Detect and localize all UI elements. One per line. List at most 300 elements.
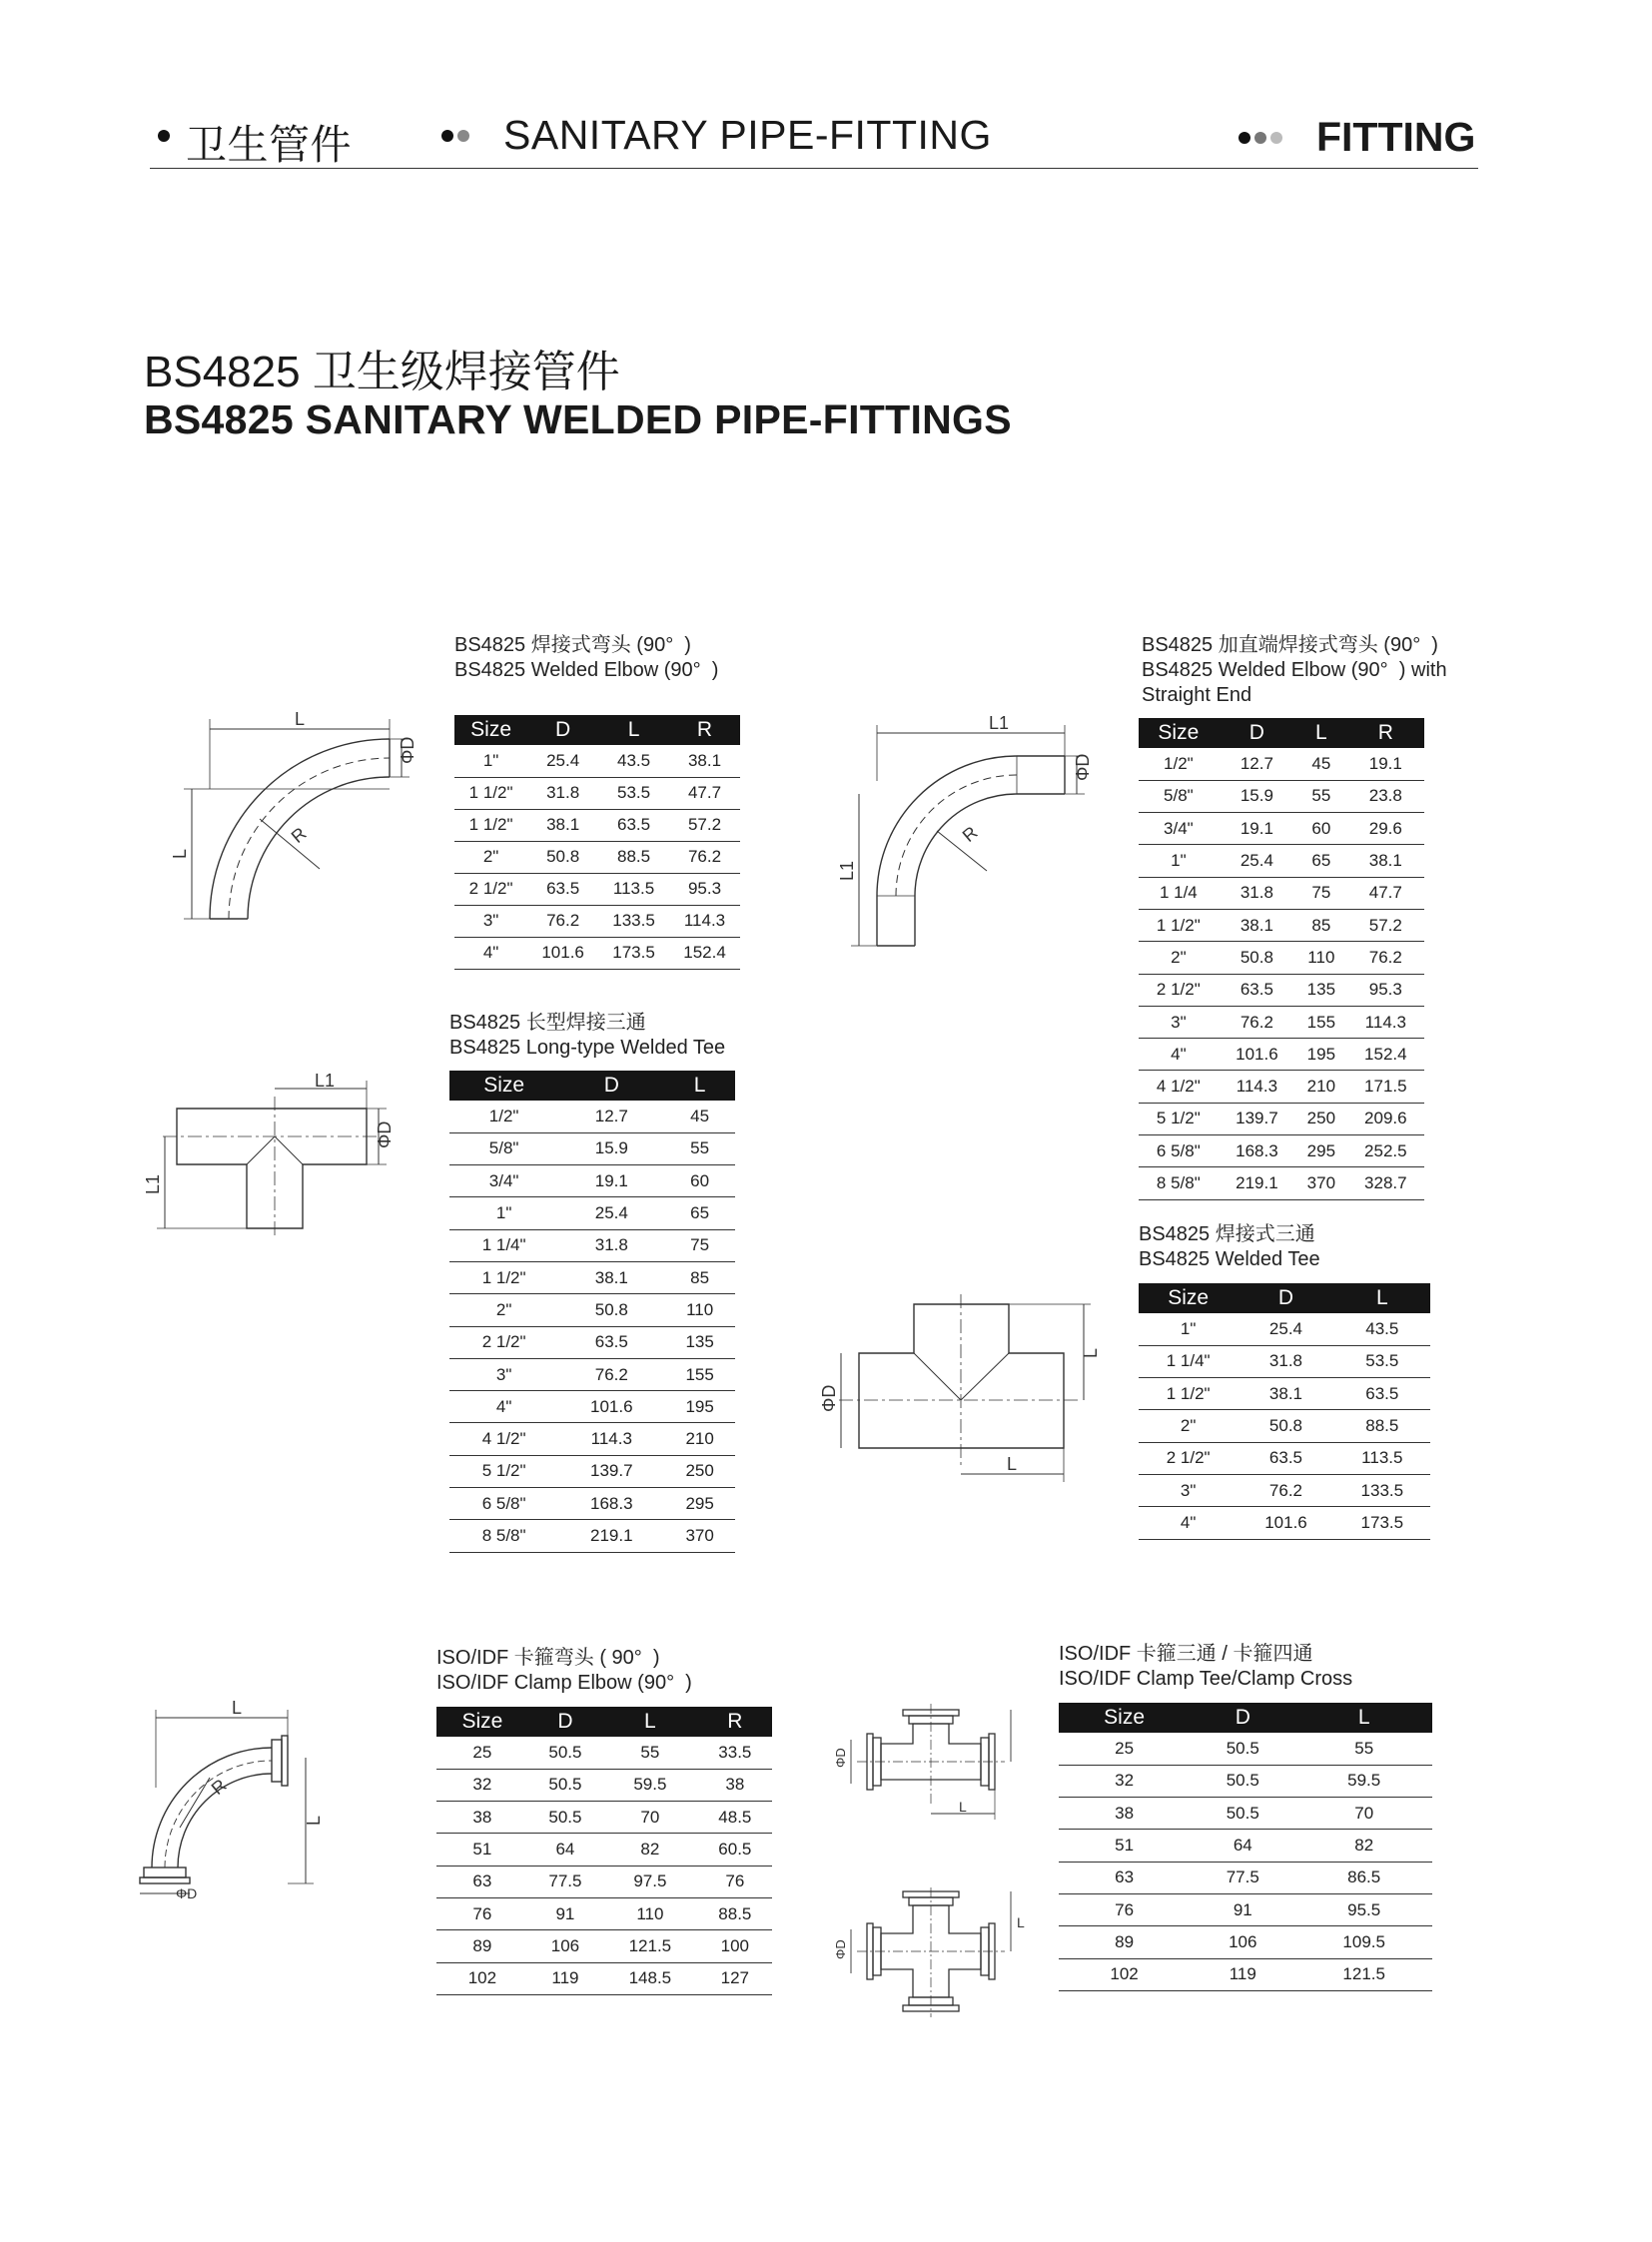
- table-cell: 19.1: [1347, 748, 1424, 780]
- welded-tee-dim-label: L: [1081, 1347, 1101, 1358]
- table-cell: 76: [436, 1897, 528, 1929]
- table-row: [1139, 1313, 1430, 1345]
- table-header-row: [449, 1071, 735, 1101]
- column-header: R: [1347, 718, 1424, 748]
- table-cell: 50.5: [1190, 1798, 1295, 1830]
- column-header: L: [598, 715, 669, 745]
- elbow-straight-caption-cn: BS4825 加直端焊接式弯头 (90° ): [1142, 634, 1438, 656]
- table-row: [436, 1866, 772, 1897]
- table-cell: 133.5: [1334, 1474, 1430, 1506]
- table-cell: 63.5: [558, 1326, 664, 1358]
- table-cell: 25.4: [1238, 1313, 1333, 1345]
- table-cell: 85: [1295, 909, 1347, 941]
- table-cell: 57.2: [1347, 909, 1424, 941]
- header-divider: [150, 168, 1478, 169]
- elbow-straight-caption: [1142, 633, 1447, 708]
- table-cell: 101.6: [558, 1391, 664, 1423]
- table-row: [436, 1897, 772, 1929]
- table-cell: 4 1/2": [1139, 1071, 1219, 1103]
- table-cell: 63: [1059, 1862, 1190, 1893]
- table-cell: 15.9: [1219, 780, 1295, 812]
- table-cell: 2 1/2": [1139, 1442, 1238, 1474]
- table-row: [1059, 1798, 1432, 1830]
- column-header: Size: [454, 715, 527, 745]
- table-cell: 63.5: [598, 809, 669, 841]
- table-cell: 38.1: [1347, 845, 1424, 877]
- table-cell: 63.5: [1238, 1442, 1333, 1474]
- table-cell: 65: [1295, 845, 1347, 877]
- table-cell: 32: [1059, 1765, 1190, 1797]
- table-row: [436, 1930, 772, 1962]
- table-cell: 4": [449, 1391, 558, 1423]
- table-row: [449, 1165, 735, 1197]
- table-cell: 101.6: [527, 937, 598, 969]
- table-cell: 59.5: [1295, 1765, 1432, 1797]
- table-row: [1139, 780, 1424, 812]
- table-cell: 89: [1059, 1926, 1190, 1958]
- column-header: L: [664, 1071, 735, 1101]
- table-cell: 50.5: [1190, 1733, 1295, 1765]
- long-tee-table: [449, 1071, 735, 1553]
- table-cell: 55: [664, 1132, 735, 1164]
- table-cell: 1 1/2": [454, 809, 527, 841]
- table-cell: 38.1: [1238, 1378, 1333, 1410]
- table-row: [436, 1802, 772, 1834]
- table-cell: 1": [449, 1197, 558, 1229]
- long-tee-caption: [449, 1011, 725, 1061]
- table-header-row: [1059, 1703, 1432, 1733]
- table-header-row: [1139, 1283, 1430, 1313]
- table-cell: 63.5: [1334, 1378, 1430, 1410]
- welded-tee-caption-en: BS4825 Welded Tee: [1139, 1248, 1320, 1270]
- table-cell: 2 1/2": [1139, 974, 1219, 1006]
- table-cell: 60: [664, 1165, 735, 1197]
- clamp-cross-drawing: [829, 1887, 1029, 2027]
- table-header-row: [1139, 718, 1424, 748]
- table-cell: 50.5: [1190, 1765, 1295, 1797]
- table-cell: 5 1/2": [449, 1455, 558, 1487]
- table-cell: 82: [602, 1834, 698, 1866]
- table-row: [1139, 974, 1424, 1006]
- table-cell: 50.5: [528, 1769, 602, 1801]
- elbow-straight-dim-label: L1: [989, 713, 1010, 733]
- table-cell: 3": [1139, 1474, 1238, 1506]
- table-row: [436, 1962, 772, 1994]
- table-row: [449, 1101, 735, 1132]
- table-cell: 53.5: [1334, 1345, 1430, 1377]
- header-mid-title: SANITARY PIPE-FITTING: [503, 112, 992, 158]
- table-row: [1139, 1006, 1424, 1038]
- table-cell: 38.1: [527, 809, 598, 841]
- table-cell: 89: [436, 1930, 528, 1962]
- table-cell: 168.3: [1219, 1135, 1295, 1167]
- table-row: [1139, 1071, 1424, 1103]
- table-cell: 195: [1295, 1039, 1347, 1071]
- table-cell: 76: [698, 1866, 772, 1897]
- table-row: [1139, 1039, 1424, 1071]
- table-cell: 3/4": [1139, 813, 1219, 845]
- table-row: [1059, 1926, 1432, 1958]
- table-cell: 370: [664, 1520, 735, 1552]
- table-row: [436, 1834, 772, 1866]
- table-cell: 31.8: [527, 777, 598, 809]
- table-row: [454, 777, 740, 809]
- table-cell: 15.9: [558, 1132, 664, 1164]
- table-cell: 55: [1295, 780, 1347, 812]
- table-cell: 65: [664, 1197, 735, 1229]
- table-cell: 127: [698, 1962, 772, 1994]
- table-row: [449, 1391, 735, 1423]
- table-cell: 76.2: [1219, 1006, 1295, 1038]
- table-cell: 25: [1059, 1733, 1190, 1765]
- table-cell: 4": [1139, 1039, 1219, 1071]
- table-cell: 43.5: [598, 745, 669, 777]
- table-cell: 119: [1190, 1958, 1295, 1990]
- table-cell: 75: [1295, 877, 1347, 909]
- elbow-dim-label: ΦD: [398, 736, 417, 764]
- table-cell: 114.3: [669, 905, 740, 937]
- table-cell: 63.5: [527, 873, 598, 905]
- table-row: [449, 1294, 735, 1326]
- elbow-straight-drawing: [837, 713, 1097, 951]
- table-row: [454, 905, 740, 937]
- table-cell: 1": [454, 745, 527, 777]
- table-row: [454, 873, 740, 905]
- table-row: [1139, 1345, 1430, 1377]
- table-row: [436, 1769, 772, 1801]
- table-cell: 295: [1295, 1135, 1347, 1167]
- table-cell: 95.3: [669, 873, 740, 905]
- table-cell: 38: [436, 1802, 528, 1834]
- header-cn-title: 卫生管件: [186, 122, 352, 168]
- table-cell: 12.7: [558, 1101, 664, 1132]
- table-cell: 64: [528, 1834, 602, 1866]
- table-row: [1059, 1862, 1432, 1893]
- table-cell: 55: [1295, 1733, 1432, 1765]
- table-cell: 2": [1139, 1410, 1238, 1442]
- table-cell: 19.1: [1219, 813, 1295, 845]
- table-cell: 8 5/8": [449, 1520, 558, 1552]
- clamp-elbow-caption: [436, 1646, 692, 1696]
- clamp-tee-table: [1059, 1703, 1432, 1991]
- table-cell: 328.7: [1347, 1167, 1424, 1199]
- table-cell: 3": [1139, 1006, 1219, 1038]
- table-row: [1139, 1410, 1430, 1442]
- table-cell: 119: [528, 1962, 602, 1994]
- table-cell: 209.6: [1347, 1103, 1424, 1134]
- column-header: L: [1334, 1283, 1430, 1313]
- table-row: [454, 809, 740, 841]
- table-cell: 51: [436, 1834, 528, 1866]
- table-cell: 8 5/8": [1139, 1167, 1219, 1199]
- table-row: [1059, 1893, 1432, 1925]
- table-row: [454, 841, 740, 873]
- clamp-elbow-caption-en: ISO/IDF Clamp Elbow (90° ): [436, 1672, 692, 1694]
- table-cell: 113.5: [598, 873, 669, 905]
- clamp-cross-dim-label: L: [1017, 1914, 1025, 1930]
- table-cell: 102: [1059, 1958, 1190, 1990]
- table-cell: 106: [1190, 1926, 1295, 1958]
- table-cell: 4": [1139, 1507, 1238, 1539]
- table-row: [449, 1423, 735, 1455]
- elbow-straight-caption-en2: Straight End: [1142, 684, 1252, 706]
- table-cell: 57.2: [669, 809, 740, 841]
- column-header: D: [1238, 1283, 1333, 1313]
- table-cell: 210: [664, 1423, 735, 1455]
- table-cell: 31.8: [1238, 1345, 1333, 1377]
- table-cell: 5 1/2": [1139, 1103, 1219, 1134]
- table-cell: 1": [1139, 845, 1219, 877]
- table-cell: 55: [602, 1737, 698, 1769]
- table-cell: 139.7: [558, 1455, 664, 1487]
- table-row: [1059, 1733, 1432, 1765]
- table-cell: 2": [1139, 942, 1219, 974]
- bullet-dot-icon: [457, 130, 469, 142]
- table-row: [449, 1455, 735, 1487]
- table-cell: 38.1: [1219, 909, 1295, 941]
- table-row: [1139, 1167, 1424, 1199]
- table-row: [436, 1737, 772, 1769]
- table-cell: 113.5: [1334, 1442, 1430, 1474]
- welded-tee-table: [1139, 1283, 1430, 1540]
- table-cell: 60: [1295, 813, 1347, 845]
- table-row: [1139, 877, 1424, 909]
- clamp-elbow-dim-label: R: [207, 1775, 231, 1800]
- table-cell: 4": [454, 937, 527, 969]
- table-cell: 6 5/8": [449, 1488, 558, 1520]
- table-cell: 50.8: [558, 1294, 664, 1326]
- long-tee-caption-en: BS4825 Long-type Welded Tee: [449, 1037, 726, 1059]
- table-cell: 1 1/4": [1139, 1345, 1238, 1377]
- column-header: D: [528, 1707, 602, 1737]
- elbow-dim-label: R: [287, 823, 311, 848]
- table-cell: 100: [698, 1930, 772, 1962]
- table-cell: 75: [664, 1229, 735, 1261]
- table-row: [449, 1229, 735, 1261]
- welded-tee-dim-label: L: [1007, 1454, 1018, 1474]
- clamp-elbow-caption-cn: ISO/IDF 卡箍弯头 ( 90° ): [436, 1647, 660, 1669]
- table-cell: 109.5: [1295, 1926, 1432, 1958]
- long-tee-dim-label: L1: [143, 1173, 163, 1194]
- table-cell: 47.7: [669, 777, 740, 809]
- column-header: D: [527, 715, 598, 745]
- table-cell: 25.4: [558, 1197, 664, 1229]
- table-cell: 1/2": [449, 1101, 558, 1132]
- table-cell: 45: [1295, 748, 1347, 780]
- table-cell: 114.3: [1219, 1071, 1295, 1103]
- table-row: [1139, 813, 1424, 845]
- table-cell: 148.5: [602, 1962, 698, 1994]
- table-cell: 3/4": [449, 1165, 558, 1197]
- table-cell: 50.5: [528, 1737, 602, 1769]
- table-cell: 38: [1059, 1798, 1190, 1830]
- table-row: [449, 1132, 735, 1164]
- table-cell: 33.5: [698, 1737, 772, 1769]
- table-cell: 219.1: [1219, 1167, 1295, 1199]
- elbow-drawing: [170, 704, 429, 924]
- table-cell: 139.7: [1219, 1103, 1295, 1134]
- table-row: [1059, 1765, 1432, 1797]
- clamp-elbow-dim-label: ΦD: [176, 1885, 198, 1901]
- table-cell: 3": [454, 905, 527, 937]
- table-cell: 97.5: [602, 1866, 698, 1897]
- clamp-tee-dim-label: ΦD: [833, 1748, 848, 1768]
- table-cell: 102: [436, 1962, 528, 1994]
- table-cell: 155: [664, 1358, 735, 1390]
- bullet-dot-icon: [441, 130, 453, 142]
- table-cell: 152.4: [669, 937, 740, 969]
- table-cell: 252.5: [1347, 1135, 1424, 1167]
- column-header: Size: [449, 1071, 558, 1101]
- table-cell: 1 1/4": [449, 1229, 558, 1261]
- welded-tee-drawing: [819, 1288, 1119, 1498]
- table-header-row: [454, 715, 740, 745]
- page-header: [150, 108, 1478, 168]
- clamp-elbow-dim-label: L: [304, 1815, 324, 1826]
- table-cell: 70: [1295, 1798, 1432, 1830]
- table-cell: 50.8: [1238, 1410, 1333, 1442]
- table-cell: 250: [1295, 1103, 1347, 1134]
- table-cell: 110: [664, 1294, 735, 1326]
- clamp-elbow-drawing: [140, 1698, 340, 1901]
- clamp-tee-caption-en: ISO/IDF Clamp Tee/Clamp Cross: [1059, 1668, 1353, 1690]
- elbow-caption-cn: BS4825 焊接式弯头 (90° ): [454, 634, 691, 656]
- table-cell: 45: [664, 1101, 735, 1132]
- table-cell: 47.7: [1347, 877, 1424, 909]
- welded-tee-caption: [1139, 1222, 1320, 1272]
- table-cell: 121.5: [602, 1930, 698, 1962]
- table-cell: 50.5: [528, 1802, 602, 1834]
- table-cell: 70: [602, 1802, 698, 1834]
- table-cell: 2 1/2": [449, 1326, 558, 1358]
- table-cell: 121.5: [1295, 1958, 1432, 1990]
- elbow-straight-caption-en: BS4825 Welded Elbow (90° ) with: [1142, 659, 1447, 681]
- table-row: [449, 1488, 735, 1520]
- table-cell: 60.5: [698, 1834, 772, 1866]
- table-cell: 171.5: [1347, 1071, 1424, 1103]
- clamp-tee-drawing: [829, 1704, 1029, 1828]
- table-cell: 85: [664, 1261, 735, 1293]
- table-cell: 25.4: [1219, 845, 1295, 877]
- table-row: [1139, 1378, 1430, 1410]
- welded-tee-caption-cn: BS4825 焊接式三通: [1139, 1223, 1315, 1245]
- table-cell: 50.8: [1219, 942, 1295, 974]
- table-row: [1139, 1442, 1430, 1474]
- table-cell: 2": [449, 1294, 558, 1326]
- long-tee-caption-cn: BS4825 长型焊接三通: [449, 1012, 646, 1034]
- table-cell: 2": [454, 841, 527, 873]
- table-row: [1139, 909, 1424, 941]
- elbow-straight-dim-label: L1: [837, 860, 857, 881]
- table-cell: 135: [1295, 974, 1347, 1006]
- column-header: Size: [1059, 1703, 1190, 1733]
- column-header: D: [558, 1071, 664, 1101]
- table-cell: 1 1/2": [454, 777, 527, 809]
- table-cell: 91: [528, 1897, 602, 1929]
- table-row: [449, 1520, 735, 1552]
- table-cell: 1 1/4: [1139, 877, 1219, 909]
- table-cell: 250: [664, 1455, 735, 1487]
- bullet-dot-icon: [1239, 132, 1250, 144]
- elbow-dim-label: L: [170, 848, 190, 859]
- table-cell: 77.5: [1190, 1862, 1295, 1893]
- long-tee-dim-label: ΦD: [375, 1121, 395, 1148]
- table-row: [1139, 1103, 1424, 1134]
- table-row: [449, 1261, 735, 1293]
- table-cell: 76: [1059, 1893, 1190, 1925]
- table-header-row: [436, 1707, 772, 1737]
- table-row: [449, 1197, 735, 1229]
- table-cell: 38.1: [669, 745, 740, 777]
- column-header: R: [669, 715, 740, 745]
- table-cell: 5/8": [449, 1132, 558, 1164]
- table-cell: 135: [664, 1326, 735, 1358]
- table-cell: 76.2: [1347, 942, 1424, 974]
- table-cell: 76.2: [527, 905, 598, 937]
- table-cell: 48.5: [698, 1802, 772, 1834]
- welded-tee-dim-label: ΦD: [819, 1384, 839, 1412]
- bullet-dot-icon: [1270, 132, 1282, 144]
- table-cell: 173.5: [1334, 1507, 1430, 1539]
- column-header: Size: [1139, 1283, 1238, 1313]
- table-cell: 155: [1295, 1006, 1347, 1038]
- table-cell: 59.5: [602, 1769, 698, 1801]
- clamp-tee-caption: [1059, 1642, 1352, 1692]
- table-cell: 106: [528, 1930, 602, 1962]
- header-right-title: FITTING: [1316, 114, 1476, 160]
- table-cell: 4 1/2": [449, 1423, 558, 1455]
- long-tee-dim-label: L1: [315, 1071, 336, 1091]
- table-cell: 88.5: [1334, 1410, 1430, 1442]
- table-cell: 38: [698, 1769, 772, 1801]
- table-row: [449, 1326, 735, 1358]
- clamp-tee-caption-cn: ISO/IDF 卡箍三通 / 卡箍四通: [1059, 1643, 1313, 1665]
- page-title-en: BS4825 SANITARY WELDED PIPE-FITTINGS: [144, 396, 1012, 442]
- long-tee-drawing: [143, 1071, 444, 1236]
- page-title-cn: BS4825 卫生级焊接管件: [144, 348, 620, 396]
- table-cell: 1/2": [1139, 748, 1219, 780]
- elbow-caption-en: BS4825 Welded Elbow (90° ): [454, 659, 719, 681]
- elbow-dim-label: L: [295, 709, 306, 729]
- table-cell: 76.2: [669, 841, 740, 873]
- table-cell: 101.6: [1219, 1039, 1295, 1071]
- bullet-dot-icon: [1254, 132, 1266, 144]
- table-row: [1059, 1830, 1432, 1862]
- table-cell: 25.4: [527, 745, 598, 777]
- elbow-straight-dim-label: R: [958, 822, 982, 847]
- table-cell: 31.8: [558, 1229, 664, 1261]
- table-cell: 23.8: [1347, 780, 1424, 812]
- table-cell: 168.3: [558, 1488, 664, 1520]
- table-cell: 38.1: [558, 1261, 664, 1293]
- clamp-tee-dim-label: L: [959, 1799, 967, 1815]
- table-cell: 1 1/2": [1139, 909, 1219, 941]
- table-row: [454, 937, 740, 969]
- table-row: [1139, 1135, 1424, 1167]
- elbow-straight-table: [1139, 718, 1424, 1200]
- elbow-straight-dim-label: ΦD: [1073, 753, 1093, 781]
- table-cell: 6 5/8": [1139, 1135, 1219, 1167]
- table-cell: 110: [602, 1897, 698, 1929]
- table-cell: 1 1/2": [1139, 1378, 1238, 1410]
- table-cell: 219.1: [558, 1520, 664, 1552]
- table-cell: 1": [1139, 1313, 1238, 1345]
- table-cell: 210: [1295, 1071, 1347, 1103]
- table-cell: 2 1/2": [454, 873, 527, 905]
- column-header: D: [1190, 1703, 1295, 1733]
- table-row: [1139, 942, 1424, 974]
- table-cell: 295: [664, 1488, 735, 1520]
